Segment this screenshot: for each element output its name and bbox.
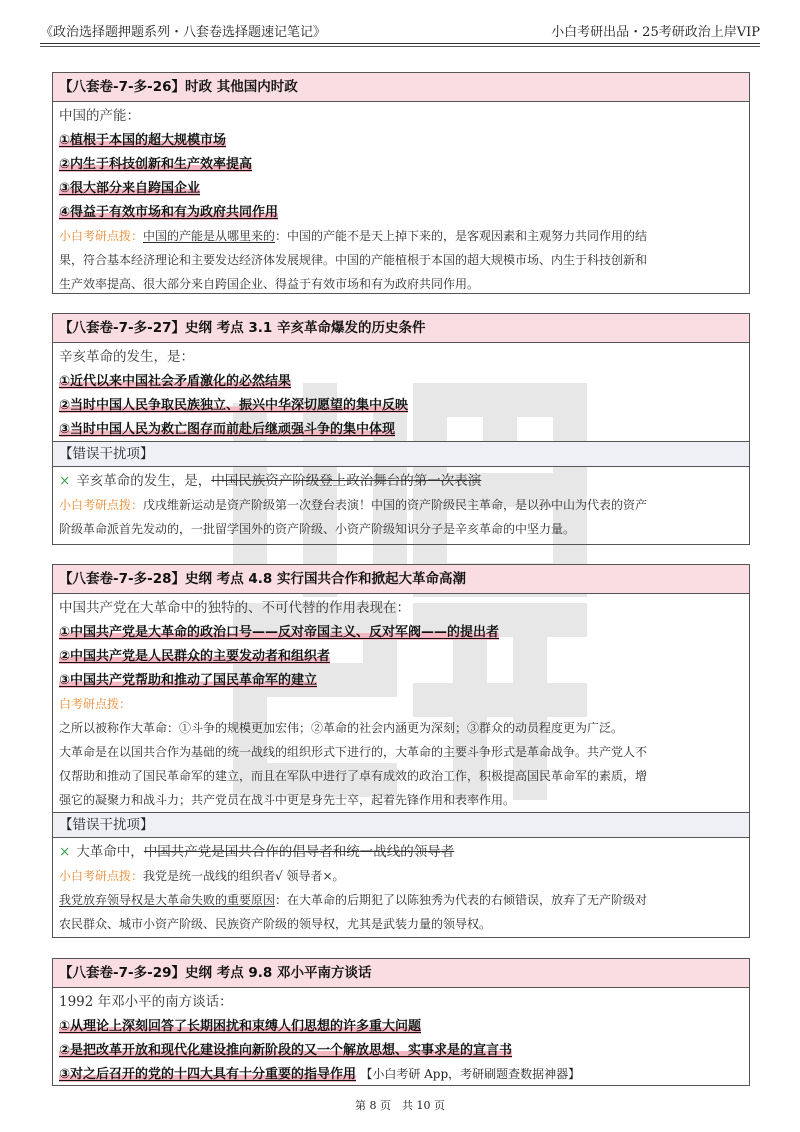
answer-option-1: ①从理论上深刻回答了长期困扰和束缚人们思想的许多重大问题: [59, 1019, 422, 1034]
tip-line-2: 大革命是在以国共合作为基础的统一战线的组织形式下进行的，大革命的主要斗争形式是革命战争。共产党人不: [59, 745, 648, 759]
question-card-27: [52, 313, 750, 545]
tip-label: 小白考研点拨：: [59, 869, 144, 883]
question-stem: 中国的产能：: [59, 108, 140, 124]
answer-option-3: ③很大部分来自跨国企业: [59, 181, 201, 196]
tip3-line-1: [59, 888, 743, 912]
answer-option-1: ①中国共产党是大革命的政治口号——反对帝国主义、反对军阀——的提出者: [59, 625, 500, 640]
question-stem: 1992 年邓小平的南方谈话：: [59, 994, 233, 1010]
error-option: [59, 469, 743, 493]
answer-option-3: ③对之后召开的党的十四大具有十分重要的指导作用: [59, 1067, 357, 1082]
tip-line-2: 阶级革命派首先发动的，一批留学国外的资产阶级、小资产阶级知识分子是辛亥革命的中坚力量。: [59, 522, 576, 536]
header-right-title: 小白考研出品・25考研政治上岸VIP: [551, 25, 760, 40]
tip-line-1: [59, 493, 743, 517]
question-stem: 辛亥革命的发生，是：: [59, 349, 194, 365]
tip-line-2: 果，符合基本经济理论和主要发达经济体发展规律。中国的产能植根于本国的超大规模市场、内生于科技创新和: [59, 253, 648, 267]
answer-option-2: ②当时中国人民争取民族独立、振兴中华深切愿望的集中反映: [59, 398, 409, 413]
header-rule: [40, 43, 760, 44]
question-card-28: [52, 564, 750, 938]
error-option: [59, 840, 743, 864]
error-prefix: 辛亥革命的发生，是，: [76, 473, 212, 489]
error-prefix: 大革命中，: [76, 844, 144, 860]
answer-option-2: ②中国共产党是人民群众的主要发动者和组织者: [59, 649, 331, 664]
tip-text: ：中国的产能不是天上掉下来的，是客观因素和主观努力共同作用的结: [275, 229, 648, 243]
tip-line-3: 生产效率提高、很大部分来自跨国企业、得益于有效市场和有为政府共同作用。: [59, 277, 480, 291]
card-title: 【八套卷-7-多-27】史纲 考点 3.1 辛亥革命爆发的历史条件: [53, 314, 749, 343]
error-strike-text: 中国民族资产阶级登上政治舞台的第一次表演: [211, 473, 482, 489]
page-number: 第 8 页 共 10 页: [355, 1099, 445, 1112]
cross-icon: ×: [59, 473, 71, 489]
answer-option-1: ①近代以来中国社会矛盾激化的必然结果: [59, 374, 292, 389]
tip3-line-2: 农民群众、城市小资产阶级、民族资产阶级的领导权，尤其是武装力量的领导权。: [59, 917, 492, 931]
card-title: 【八套卷-7-多-26】时政 其他国内时政: [53, 73, 749, 102]
tip-line-4: 强它的凝聚力和战斗力；共产党员在战斗中更是身先士卒，起着先锋作用和表率作用。: [59, 793, 516, 807]
tip-label: 小白考研点拨：: [59, 229, 144, 243]
tip-line-1: 之所以被称作大革命：①斗争的规模更加宏伟；②革命的社会内涵更为深刻；③群众的动员程度更为广泛。: [59, 721, 624, 735]
error-section-title: 【错误干扰项】: [53, 812, 749, 838]
tip-text: ：在大革命的后期犯了以陈独秀为代表的右倾错误，放弃了无产阶级对: [275, 893, 648, 907]
promo-text: 【小白考研 App，考研刷题查数据神器】: [360, 1067, 581, 1081]
question-stem: 中国共产党在大革命中的独特的、不可代替的作用表现在：: [59, 600, 410, 616]
answer-option-2: ②内生于科技创新和生产效率提高: [59, 157, 253, 172]
tip-label: 白考研点拨：: [59, 697, 132, 711]
tip-label: 小白考研点拨：: [59, 498, 144, 512]
tip2-line: [59, 864, 743, 888]
answer-option-2: ②是把改革开放和现代化建设推向新阶段的又一个解放思想、实事求是的宣言书: [59, 1043, 513, 1058]
answer-option-3: ③当时中国人民为救亡图存而前赴后继顽强斗争的集中体现: [59, 422, 396, 437]
tip-text: 我党是统一战线的组织者√ 领导者×。: [143, 869, 345, 883]
answer-option-4: ④得益于有效市场和有为政府共同作用: [59, 205, 279, 220]
error-section-title: 【错误干扰项】: [53, 441, 749, 467]
page-header: [40, 16, 760, 40]
tip-line-3: 仅帮助和推动了国民革命军的建立，而且在军队中进行了卓有成效的政治工作，积极提高国民革命军的素质，增: [59, 769, 648, 783]
tip-underlined: 我党放弃领导权是大革命失败的重要原因: [59, 893, 276, 907]
question-card-26: [52, 72, 750, 294]
question-card-29: [52, 958, 750, 1086]
error-strike-text: 中国共产党是国共合作的倡导者和统一战线的领导者: [143, 844, 455, 860]
tip-underlined: 中国的产能是从哪里来的: [143, 229, 276, 243]
header-left-title: 《政治选择题押题系列・八套卷选择题速记笔记》: [40, 25, 327, 40]
header-rule-thin: [40, 46, 760, 47]
answer-option-1: ①植根于本国的超大规模市场: [59, 133, 227, 148]
cross-icon: ×: [59, 844, 71, 860]
card-title: 【八套卷-7-多-28】史纲 考点 4.8 实行国共合作和掀起大革命高潮: [53, 565, 749, 594]
card-title: 【八套卷-7-多-29】史纲 考点 9.8 邓小平南方谈话: [53, 959, 749, 988]
tip-text: 戊戌维新运动是资产阶级第一次登台表演！中国的资产阶级民主革命，是以孙中山为代表的资产: [143, 498, 648, 512]
answer-option-3: ③中国共产党帮助和推动了国民革命军的建立: [59, 673, 318, 688]
tip-line-1: [59, 224, 743, 248]
